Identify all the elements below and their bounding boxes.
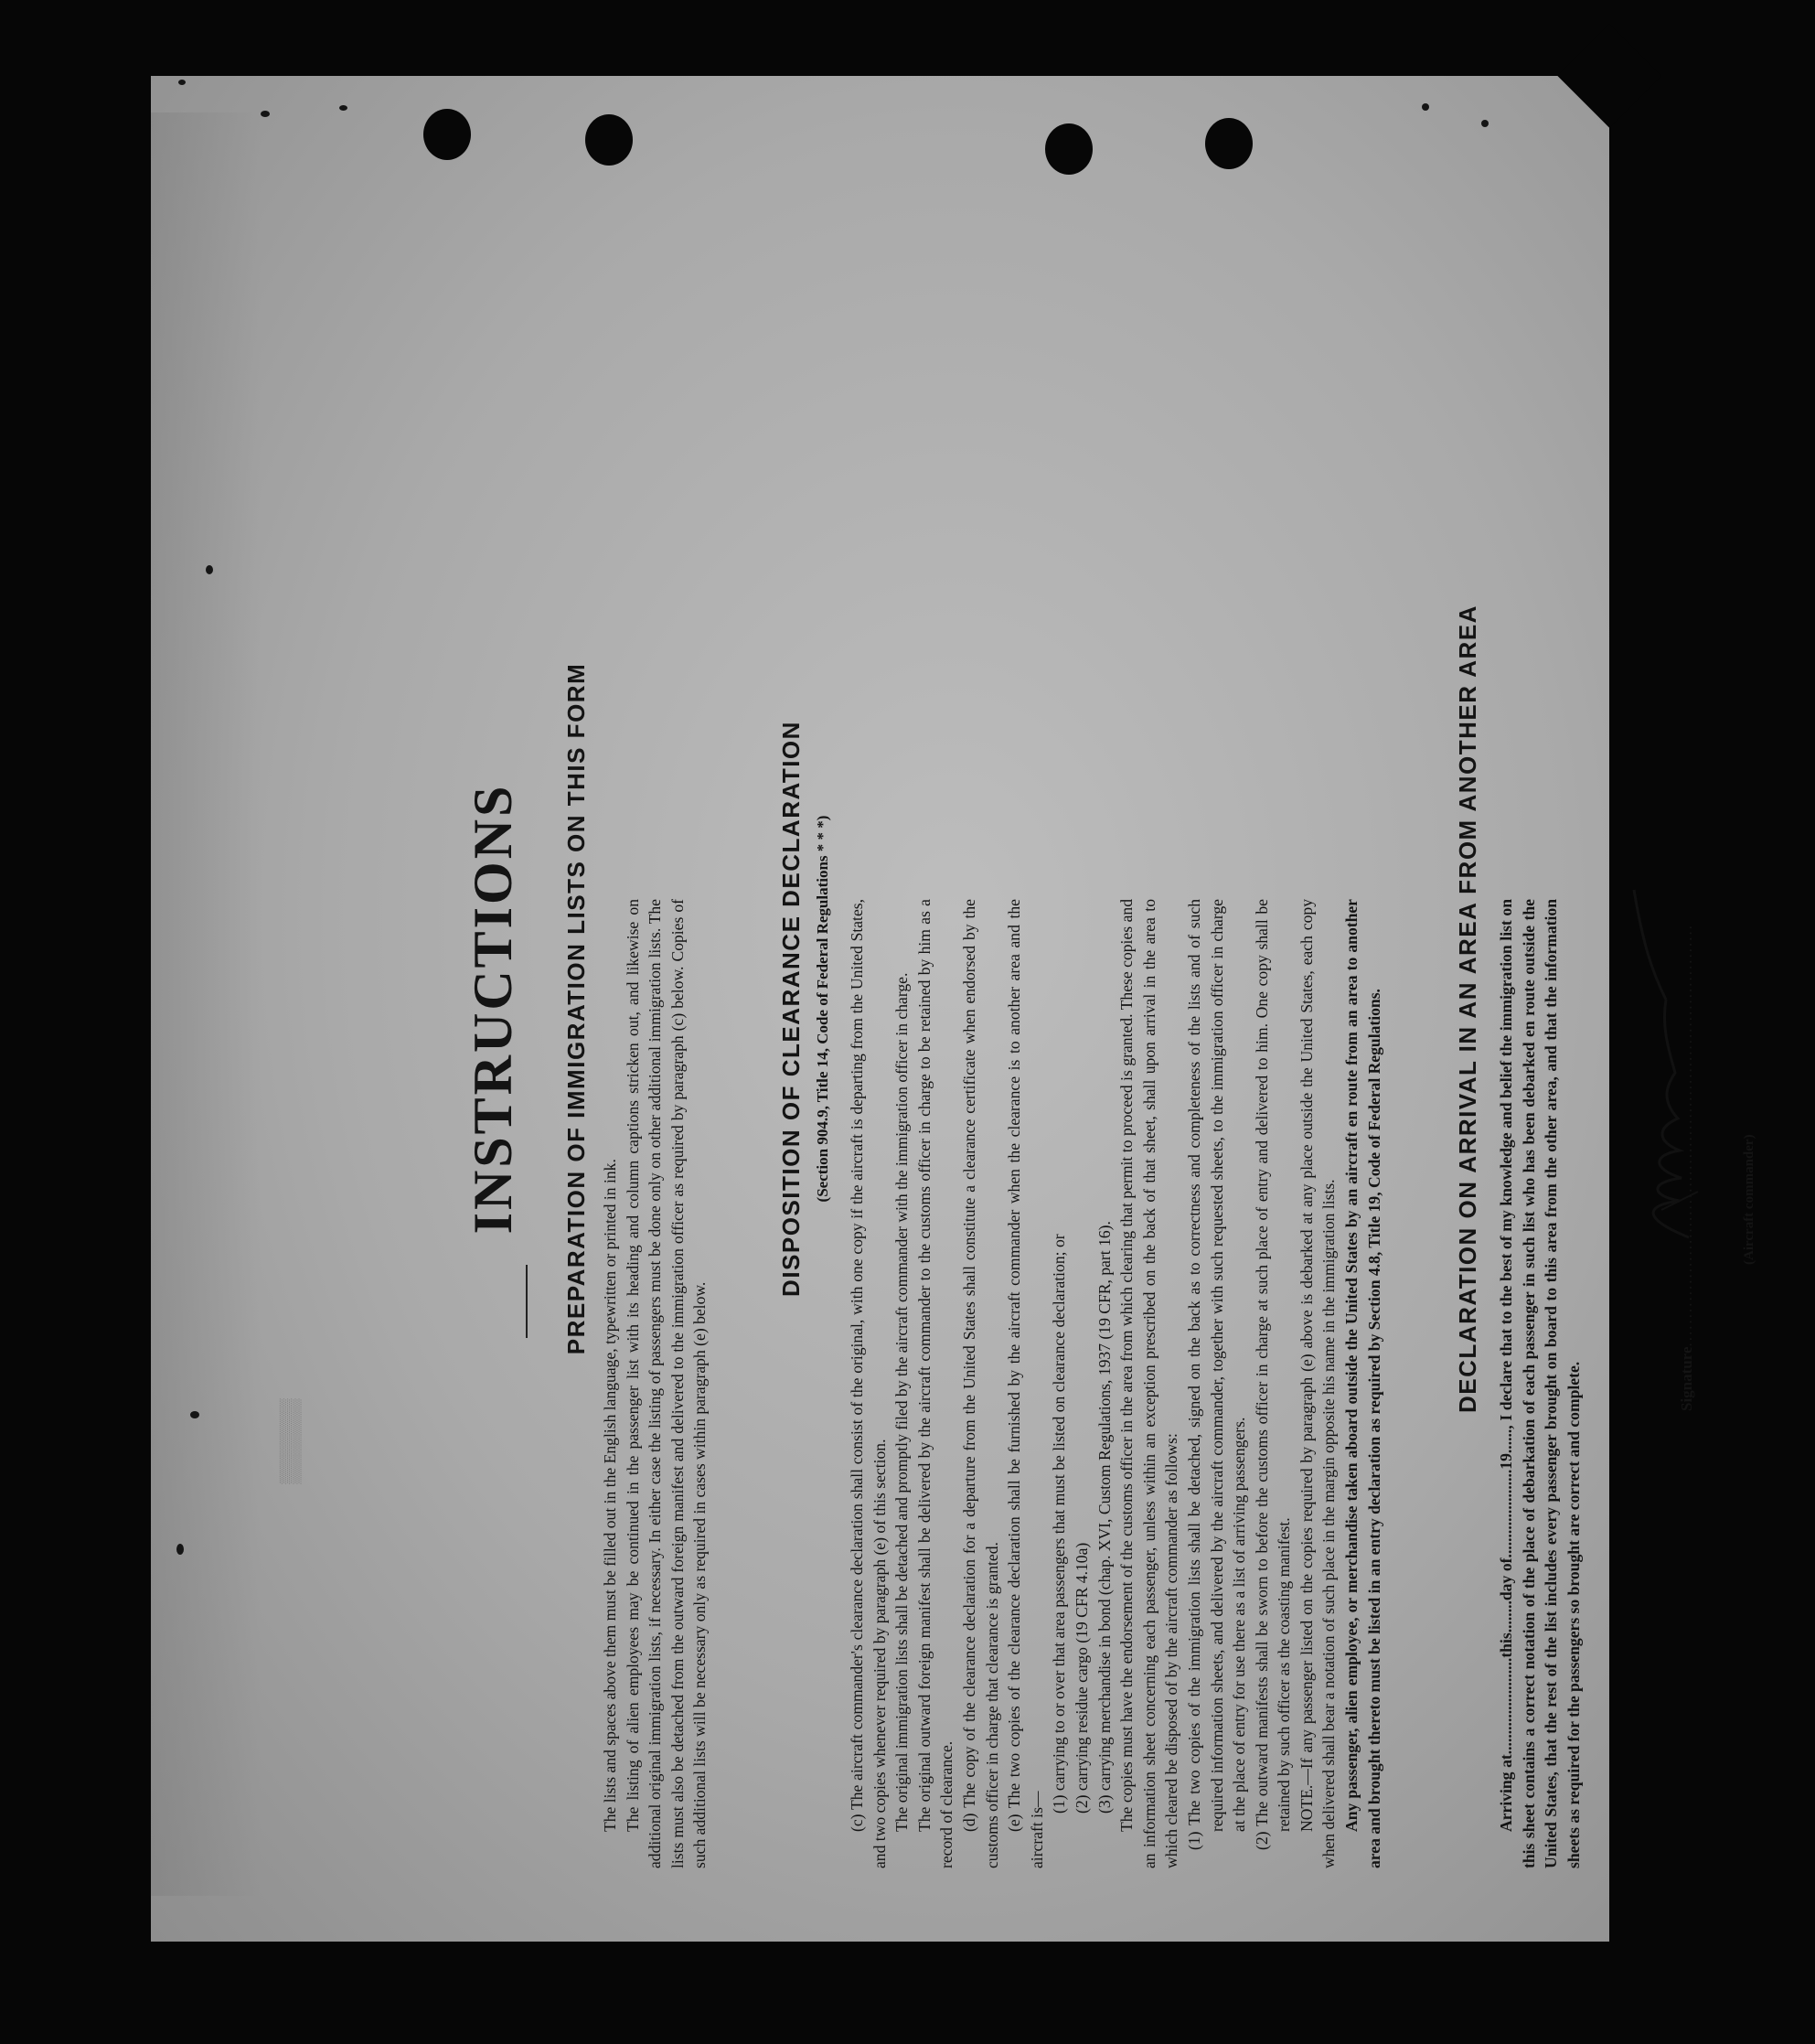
dust-speck [176, 1544, 184, 1555]
signature-caption: (Aircraft commander) [1742, 1134, 1756, 1265]
section2-body [846, 899, 1385, 1868]
paragraph-d: (d) The copy of the clearance declaration for a departure from the United States shall constitute a clearance certificate when endorsed by the customs officer in charge that clearance is granted. [959, 899, 1001, 1868]
section3-body [1495, 899, 1585, 1868]
dust-speck [261, 111, 270, 117]
bleed-through-shadow [151, 112, 261, 1896]
title-underline [526, 1265, 528, 1338]
dust-speck [339, 105, 347, 111]
paragraph-c: (c) The aircraft commander's clearance declaration shall consist of the original, with one copy if the aircraft is departing from the United States, and two copies whenever required by paragraph (e) of this section. [848, 899, 889, 1868]
signature-dots: .......................................................................... [1678, 923, 1695, 1347]
section1-body [599, 899, 711, 1868]
paragraph-e-3: (3) carrying merchandise in bond (chap. XVI, Custom Regulations, 1937 (19 CFR, part 16). [1094, 1221, 1114, 1814]
bleed-through-text: ▒▒▒▒▒▒ [277, 1398, 301, 1484]
paragraph-note: NOTE.—If any passenger listed on the copies required by paragraph (e) above is debarked at any place outside the United States, each copy when delivered shall bear a notation of such place in the margin opposite his name in the immigration lists. [1297, 899, 1339, 1868]
section2-subheading: (Section 904.9, Title 14, Code of Federal Regulations * * *) [814, 815, 831, 1203]
page-title: INSTRUCTIONS [463, 783, 523, 1235]
handwritten-signature [1625, 881, 1707, 1247]
paragraph-e-2: (2) carrying residue cargo (19 CFR 4.10a) [1072, 1542, 1091, 1814]
paragraph-copies-2: (2) The outward manifests shall be sworn to before the customs officer in charge at such place of entry and delivered to him. One copy shall be retained by such officer as the coasting manifest. [1252, 899, 1294, 1850]
dust-speck [206, 565, 213, 574]
declaration-text: Arriving at........................this........day of......................19......, I declare that to the best of my knowledge and belief the immigration list on this sheet contains a correct notation of the place of debarkation of each passenger in such list who has been debarked en route outside the United States, that the rest of the list includes every passenger brought on board to this area from the other area, and that the information sheets as required for the passengers so brought are correct and complete. [1497, 899, 1583, 1868]
section1-paragraph-2: The listing of alien employees may be continued in the passenger list with its heading and column captions stricken out, and likewise on additional original immigration lists, if necessary. In either case the listing of passengers must be done only on other additional immigration lists. The lists must also be detached from the outward foreign manifest and delivered to the immigration officer as required by paragraph (c) below. Copies of such additional lists will be necessary only as required in cases within paragraph (e) below. [623, 899, 710, 1868]
paragraph-copies-1: (1) The two copies of the immigration lists shall be detached, signed on the back as to correctness and completeness of the lists and of such required information sheets, and delivered by the aircraft commander, together with such requested sheets, to the immigration officer in charge at the place of entry for use there as a list of arriving passengers. [1184, 899, 1249, 1850]
section1-paragraph-1: The lists and spaces above them must be filled out in the English language, typewritten or printed in ink. [601, 1159, 619, 1832]
dust-speck [178, 80, 186, 85]
section1-heading: PREPARATION OF IMMIGRATION LISTS ON THIS FORM [562, 662, 590, 1355]
paragraph-e-1: (1) carrying to or over that area passengers that must be listed on clearance declaration; or [1050, 1234, 1069, 1814]
paragraph-c-3: The original outward foreign manifest shall be delivered by the aircraft commander to the customs officer in charge to be retained by him as a record of clearance. [914, 899, 956, 1868]
document-page [151, 76, 1756, 1942]
paragraph-e: (e) The two copies of the clearance declaration shall be furnished by the aircraft commander when the clearance is to another area and the aircraft is— [1005, 899, 1046, 1868]
paragraph-c-2: The original immigration lists shall be detached and promptly filed by the aircraft commander with the immigration officer in charge. [892, 972, 912, 1832]
paragraph-note-2: Any passenger, alien employee, or merchandise taken aboard outside the United States by an aircraft en route from an area to another area and brought thereto must be listed in an entry declaration as required by Section 4.8, Title 19, Code of Federal Regulations. [1342, 899, 1383, 1868]
rotated-instructions [462, 94, 1815, 1923]
paragraph-copies: The copies must have the endorsement of the customs officer in the area from which clearing that permit to proceed is granted. These copies and an information sheet concerning each passenger, unless within an exception prescribed on the back of that sheet, shall upon arrival in the area to which cleared be disposed of by the aircraft commander as follows: [1117, 899, 1181, 1868]
section3-heading: DECLARATION ON ARRIVAL IN AN AREA FROM ANOTHER AREA [1454, 605, 1481, 1413]
section2-heading: DISPOSITION OF CLEARANCE DECLARATION [777, 721, 805, 1297]
dust-speck [190, 1411, 199, 1418]
signature-label: Signature [1678, 1346, 1695, 1411]
